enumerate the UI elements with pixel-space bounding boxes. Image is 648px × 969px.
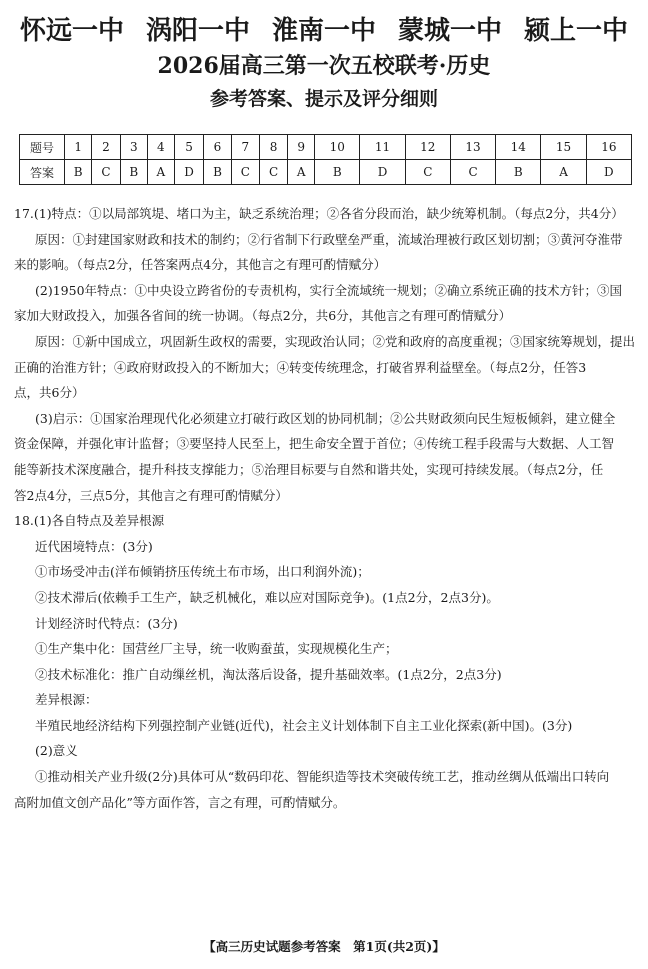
school-names	[0, 10, 648, 47]
text-line: 资金保障，并强化审计监督；③要坚持人民至上，把生命安全置于首位；④传统工程手段需与大数据、人工智	[14, 436, 615, 452]
text-line: 正确的治淮方针；④政府财政投入的不断加大；④转变传统理念，打破省界利益壁垒。（每点2分，任答3	[14, 359, 587, 375]
school-name: 蒙城一中	[398, 16, 503, 46]
q18-part1-heading: 18.(1)各自特点及差异根源	[14, 513, 165, 529]
text-line: 半殖民地经济结构下列强控制产业链(近代)，社会主义计划体制下自主工业化探索(新中国)。(3分)	[35, 717, 573, 733]
q18-modern-features-heading: 近代困境特点：(3分)	[35, 538, 153, 554]
answer-cell: C	[450, 160, 495, 185]
text-line: 来的影响。（每点2分，任答案两点4分，其他言之有理可酌情赋分）	[14, 257, 387, 273]
answer-cell: B	[315, 160, 360, 185]
question-number: 10	[315, 135, 360, 160]
text-line: 高附加值文创产品化”等方面作答，言之有理，可酌情赋分。	[14, 794, 346, 810]
text-line: ①市场受冲击(洋布倾销挤压传统土布市场，出口利润外流)；	[35, 564, 370, 580]
answer-cell: A	[541, 160, 586, 185]
question-number: 11	[360, 135, 405, 160]
answer-cell: D	[586, 160, 631, 185]
answer-cell: A	[147, 160, 174, 185]
answer-explanations	[14, 201, 636, 815]
question-number: 14	[496, 135, 541, 160]
text-line: 点，共6分）	[14, 385, 85, 401]
question-number: 1	[65, 135, 92, 160]
q17-part2-features: (2)1950年特点：①中央设立跨省份的专责机构，实行全流域统一规划；②确立系统正确的技术方针；③国	[35, 282, 623, 298]
document-subtitle: 参考答案、提示及评分细则	[209, 88, 438, 110]
exam-title: 2026届高三第一次五校联考·历史	[157, 53, 491, 79]
q17-part1-reasons: 原因：①封建国家财政和技术的制约；②行省制下行政壁垒严重，流域治理被行政区划切割；③黄河夺淮带	[35, 231, 623, 247]
page-footer: 【高三历史试题参考答案 第1页(共2页)】	[203, 939, 445, 954]
question-number: 4	[147, 135, 174, 160]
answer-cell: B	[65, 160, 92, 185]
question-number: 2	[92, 135, 120, 160]
q17-part1-features: 17.(1)特点：①以局部筑堤、堵口为主，缺乏系统治理；②各省分段而治，缺少统筹机制。（每点2分，共4分）	[14, 206, 624, 221]
row-label: 答案	[20, 160, 65, 185]
school-name: 涡阳一中	[145, 16, 250, 46]
text-line: ②技术标准化：推广自动缫丝机，淘汰落后设备，提升基础效率。(1点2分，2点3分)	[35, 666, 502, 682]
text-line: ①生产集中化：国营丝厂主导，统一收购蚕茧，实现规模化生产；	[35, 641, 398, 657]
answer-cell: A	[288, 160, 315, 185]
text-line: 家加大财政投入，加强各省间的统一协调。（每点2分，共6分，其他言之有理可酌情赋分）	[14, 308, 512, 324]
answer-cell: C	[259, 160, 287, 185]
answer-cell: C	[405, 160, 450, 185]
answer-cell: C	[92, 160, 120, 185]
text-line: ②技术滞后(依赖手工生产，缺乏机械化，难以应对国际竞争)。(1点2分，2点3分)。	[35, 589, 499, 605]
question-number: 5	[174, 135, 204, 160]
question-number: 9	[288, 135, 315, 160]
text-line: 答2点4分，三点5分，其他言之有理可酌情赋分）	[14, 487, 288, 503]
answer-cell: B	[496, 160, 541, 185]
text-line: 能等新技术深度融合，提升科技支撑能力；⑤治理目标要与自然和谐共处，实现可持续发展。（每点2分，任	[14, 461, 604, 477]
answer-cell: D	[174, 160, 204, 185]
answer-cell: B	[204, 160, 231, 185]
question-number: 13	[450, 135, 495, 160]
q17-part2-reasons: 原因：①新中国成立，巩固新生政权的需要，实现政治认同；②党和政府的高度重视；③国家统筹规划，提出	[35, 333, 636, 349]
question-number: 3	[120, 135, 147, 160]
question-number: 6	[204, 135, 231, 160]
q18-difference-heading: 差异根源：	[35, 692, 98, 708]
school-name: 怀远一中	[19, 16, 124, 46]
school-name: 颍上一中	[524, 16, 629, 46]
answer-cell: B	[120, 160, 147, 185]
text-line: ①推动相关产业升级(2分)具体可从“数码印花、智能织造等技术突破传统工艺，推动丝绸从低端出口转向	[35, 769, 610, 785]
question-number-row	[20, 135, 632, 160]
answer-table	[19, 134, 632, 185]
question-number: 16	[586, 135, 631, 160]
question-number: 7	[231, 135, 259, 160]
question-number: 8	[259, 135, 287, 160]
answer-row	[20, 160, 632, 185]
school-name: 淮南一中	[271, 16, 376, 46]
answer-cell: C	[231, 160, 259, 185]
answer-cell: D	[360, 160, 405, 185]
q17-part3-insights: (3)启示：①国家治理现代化必须建立打破行政区划的协同机制；②公共财政须向民生短板倾斜，建立健全	[35, 410, 616, 426]
question-number: 12	[405, 135, 450, 160]
question-number: 15	[541, 135, 586, 160]
row-label: 题号	[20, 135, 65, 160]
q18-planned-economy-heading: 计划经济时代特点：(3分)	[35, 615, 178, 631]
q18-part2-heading: (2)意义	[35, 743, 78, 759]
